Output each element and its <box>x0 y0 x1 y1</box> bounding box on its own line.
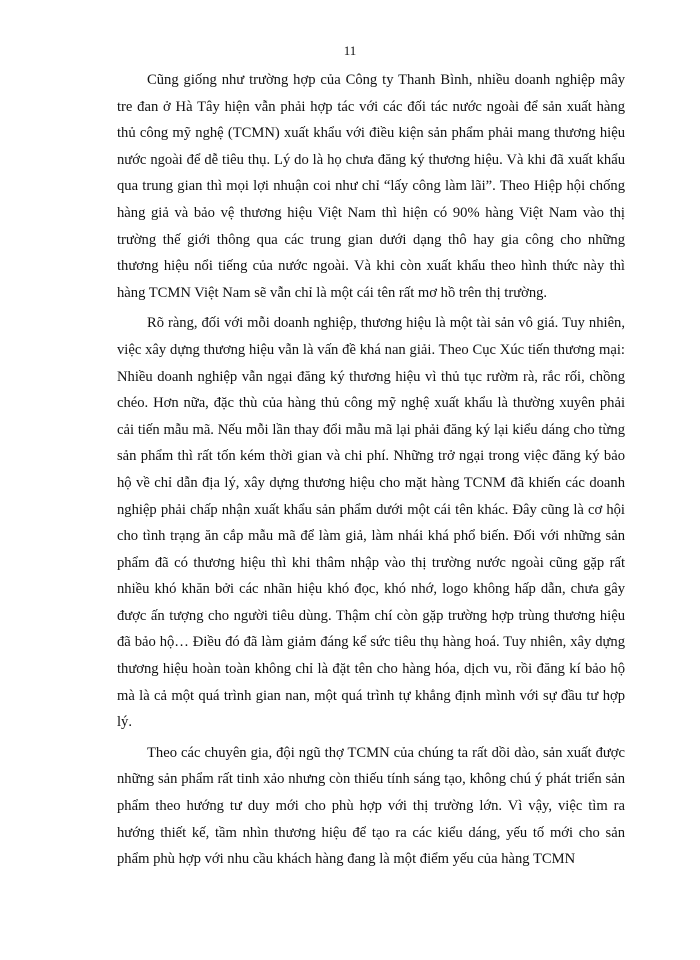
paragraph-1: Cũng giống như trường hợp của Công ty Thanh Bình, nhiều doanh nghiệp mây tre đan ở Hà Tây hiện vẫn phải hợp tác với các đối tác nước ngoài để sản xuất hàng thủ công mỹ nghệ (TCMN) xuất khẩu với điều kiện sản phẩm phải mang thương hiệu nước ngoài để dễ tiêu thụ. Lý do là họ chưa đăng ký thương hiệu. Và khi đã xuất khẩu qua trung gian thì mọi lợi nhuận coi như chỉ “lấy công làm lãi”. Theo Hiệp hội chống hàng giả và bảo vệ thương hiệu Việt Nam thì hiện có 90% hàng Việt Nam vào thị trường thế giới thông qua các trung gian dưới dạng thô hay gia công cho những thương hiệu nổi tiếng của nước ngoài. Và khi còn xuất khẩu theo hình thức này thì hàng TCMN Việt Nam sẽ vẫn chỉ là một cái tên rất mơ hồ trên thị trường. <box>117 72 625 301</box>
paragraph-2: Rõ ràng, đối với mỗi doanh nghiệp, thương hiệu là một tài sản vô giá. Tuy nhiên, việc xây dựng thương hiệu vẫn là vấn đề khá nan giải. Theo Cục Xúc tiến thương mại: Nhiều doanh nghiệp vẫn ngại đăng ký thương hiệu vì thủ tục rườm rà, rắc rối, chồng chéo. Hơn nữa, đặc thù của hàng thủ công mỹ nghệ xuất khẩu là thường xuyên phải cải tiến mẫu mã. Nếu mỗi lần thay đổi mẫu mã lại phải đăng ký lại kiểu dáng cho từng sản phẩm thì rất tốn kém thời gian và chi phí. Những trở ngại trong việc đăng ký bảo hộ về chỉ dẫn địa lý, xây dựng thương hiệu cho mặt hàng TCNM đã khiến các doanh nghiệp phải chấp nhận xuất khẩu sản phẩm dưới một cái tên khác. Đây cũng là cơ hội cho tình trạng ăn cắp mẫu mã để làm giả, làm nhái khá phổ biến. Đối với những sản phẩm đã có thương hiệu thì khi thâm nhập vào thị trường nước ngoài cũng gặp rất nhiều khó khăn bởi các nhãn hiệu khó đọc, khó nhớ, logo không hấp dẫn, chưa gây được ấn tượng cho người tiêu dùng. Thậm chí còn gặp trường hợp trùng thương hiệu đã bảo hộ… Điều đó đã làm giảm đáng kể sức tiêu thụ hàng hoá. Tuy nhiên, xây dựng thương hiệu hoàn toàn không chỉ là đặt tên cho hàng hóa, dịch vu, rồi đăng kí bảo hộ mà là cả một quá trình gian nan, một quá trình tự khẳng định mình với sự đầu tư hợp lý. <box>117 315 625 731</box>
page-number: 11 <box>343 43 357 58</box>
paragraph-3: Theo các chuyên gia, đội ngũ thợ TCMN của chúng ta rất dồi dào, sản xuất được những sản phẩm rất tinh xảo nhưng còn thiếu tính sáng tạo, không chú ý phát triển sản phẩm theo hướng tư duy mới cho phù hợp với thị trường lớn. Vì vậy, việc tìm ra hướng thiết kế, tầm nhìn thương hiệu để tạo ra các kiểu dáng, yếu tố mới cho sản phẩm phù hợp với nhu cầu khách hàng đang là một điểm yếu của hàng TCMN <box>117 744 625 868</box>
body-text <box>117 67 625 877</box>
